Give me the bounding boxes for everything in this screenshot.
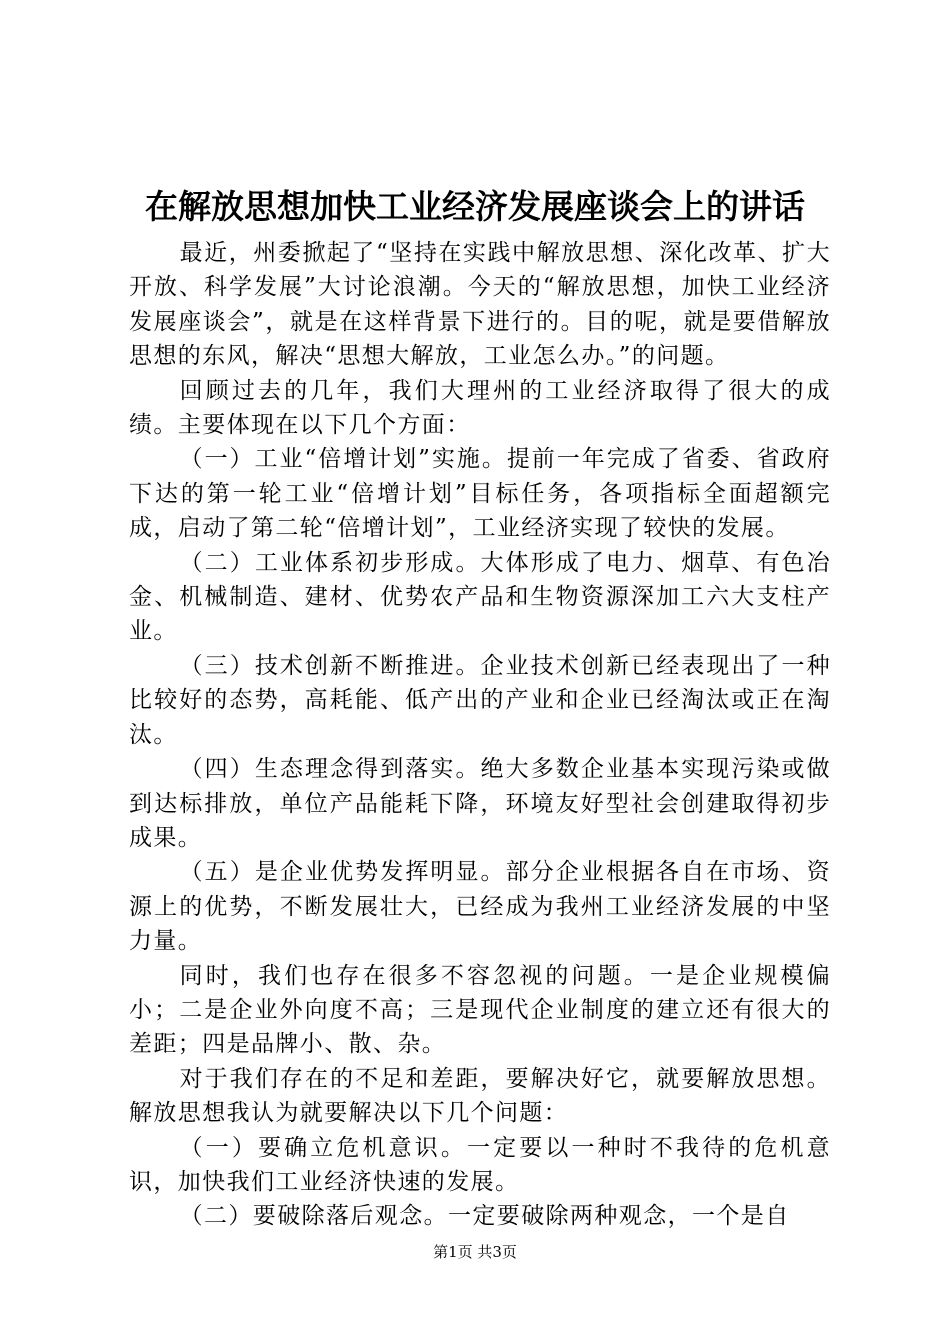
paragraph: （一）工业“倍增计划”实施。提前一年完成了省委、省政府下达的第一轮工业“倍增计划”目标任务，各项指标全面超额完成，启动了第二轮“倍增计划”，工业经济实现了较快的发展。 [129,446,831,542]
document-body [129,236,831,1234]
paragraph: （二）工业体系初步形成。大体形成了电力、烟草、有色冶金、机械制造、建材、优势农产品和生物资源深加工六大支柱产业。 [129,549,831,645]
page-footer: 第1页 共3页 [433,1243,517,1261]
paragraph: 同时，我们也存在很多不容忽视的问题。一是企业规模偏小；二是企业外向度不高；三是现代企业制度的建立还有很大的差距；四是品牌小、散、杂。 [129,962,831,1058]
paragraph: 回顾过去的几年，我们大理州的工业经济取得了很大的成绩。主要体现在以下几个方面： [129,377,831,439]
document-title: 在解放思想加快工业经济发展座谈会上的讲话 [145,187,805,226]
paragraph: （二）要破除落后观念。一定要破除两种观念，一个是自 [179,1203,790,1230]
paragraph: （五）是企业优势发挥明显。部分企业根据各自在市场、资源上的优势，不断发展壮大，已经成为我州工业经济发展的中坚力量。 [129,859,831,955]
paragraph: （一）要确立危机意识。一定要以一种时不我待的危机意识，加快我们工业经济快速的发展。 [129,1134,831,1195]
paragraph: 对于我们存在的不足和差距，要解决好它，就要解放思想。解放思想我认为就要解决以下几个问题： [129,1065,831,1127]
paragraph: （四）生态理念得到落实。绝大多数企业基本实现污染或做到达标排放，单位产品能耗下降，环境友好型社会创建取得初步成果。 [129,756,831,851]
paragraph: 最近，州委掀起了“坚持在实践中解放思想、深化改革、扩大开放、科学发展”大讨论浪潮。今天的“解放思想，加快工业经济发展座谈会”，就是在这样背景下进行的。目的呢，就是要借解放思想的东风，解决“思想大解放，工业怎么办。”的问题。 [129,240,831,370]
paragraph: （三）技术创新不断推进。企业技术创新已经表现出了一种比较好的态势，高耗能、低产出的产业和企业已经淘汰或正在淘汰。 [129,652,831,748]
